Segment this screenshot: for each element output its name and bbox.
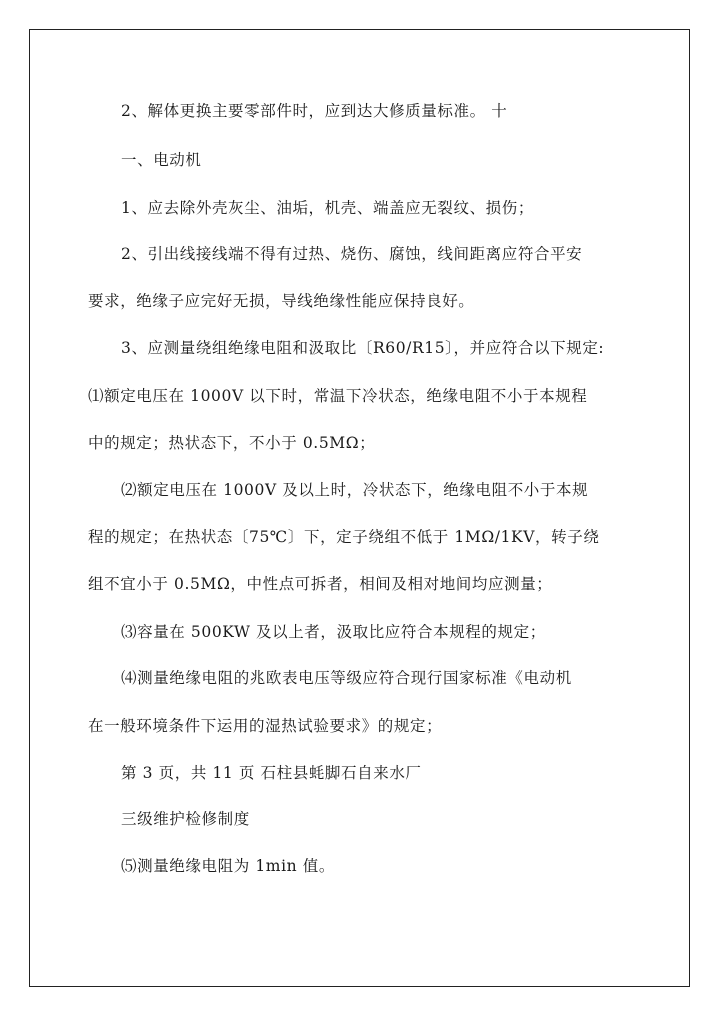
paragraph-lead-wires-line1: 2、引出线接线端不得有过热、烧伤、腐蚀，线间距离应符合平安 [121,245,583,263]
item-1-line1: ⑴额定电压在 1000V 以下时，常温下冷状态，绝缘电阻不小于本规程 [88,387,588,405]
page-footer: 第 3 页，共 11 页 石柱县蚝脚石自来水厂 [121,764,422,782]
item-4-line2: 在一般环境条件下运用的湿热试验要求》的规定； [88,717,443,735]
paragraph-clean-housing: 1、应去除外壳灰尘、油垢，机壳、端盖应无裂纹、损伤； [121,199,534,217]
paragraph-replace-parts: 2、解体更换主要零部件时，应到达大修质量标准。 十 [121,102,508,120]
item-2-line1: ⑵额定电压在 1000V 及以上时，冷状态下，绝缘电阻不小于本规 [121,481,589,499]
item-5: ⑸测量绝缘电阻为 1min 值。 [121,857,335,875]
paragraph-insulation-test: 3、应测量绕组绝缘电阻和汲取比〔R60/R15〕，并应符合以下规定: [121,339,605,357]
item-1-line2: 中的规定；热状态下，不小于 0.5MΩ； [88,434,376,452]
item-4-line1: ⑷测量绝缘电阻的兆欧表电压等级应符合现行国家标准《电动机 [121,669,572,687]
page-header-title: 三级维护检修制度 [121,810,250,828]
item-2-line2: 程的规定；在热状态〔75℃〕下，定子绕组不低于 1MΩ/1KV，转子绕 [88,528,600,546]
heading-motor: 一、电动机 [121,151,202,169]
item-3: ⑶容量在 500KW 及以上者，汲取比应符合本规程的规定； [121,623,546,641]
item-2-line3: 组不宜小于 0.5MΩ，中性点可拆者，相间及相对地间均应测量； [88,575,553,593]
page-frame [29,29,690,987]
paragraph-lead-wires-line2: 要求，绝缘子应完好无损，导线绝缘性能应保持良好。 [88,292,475,310]
